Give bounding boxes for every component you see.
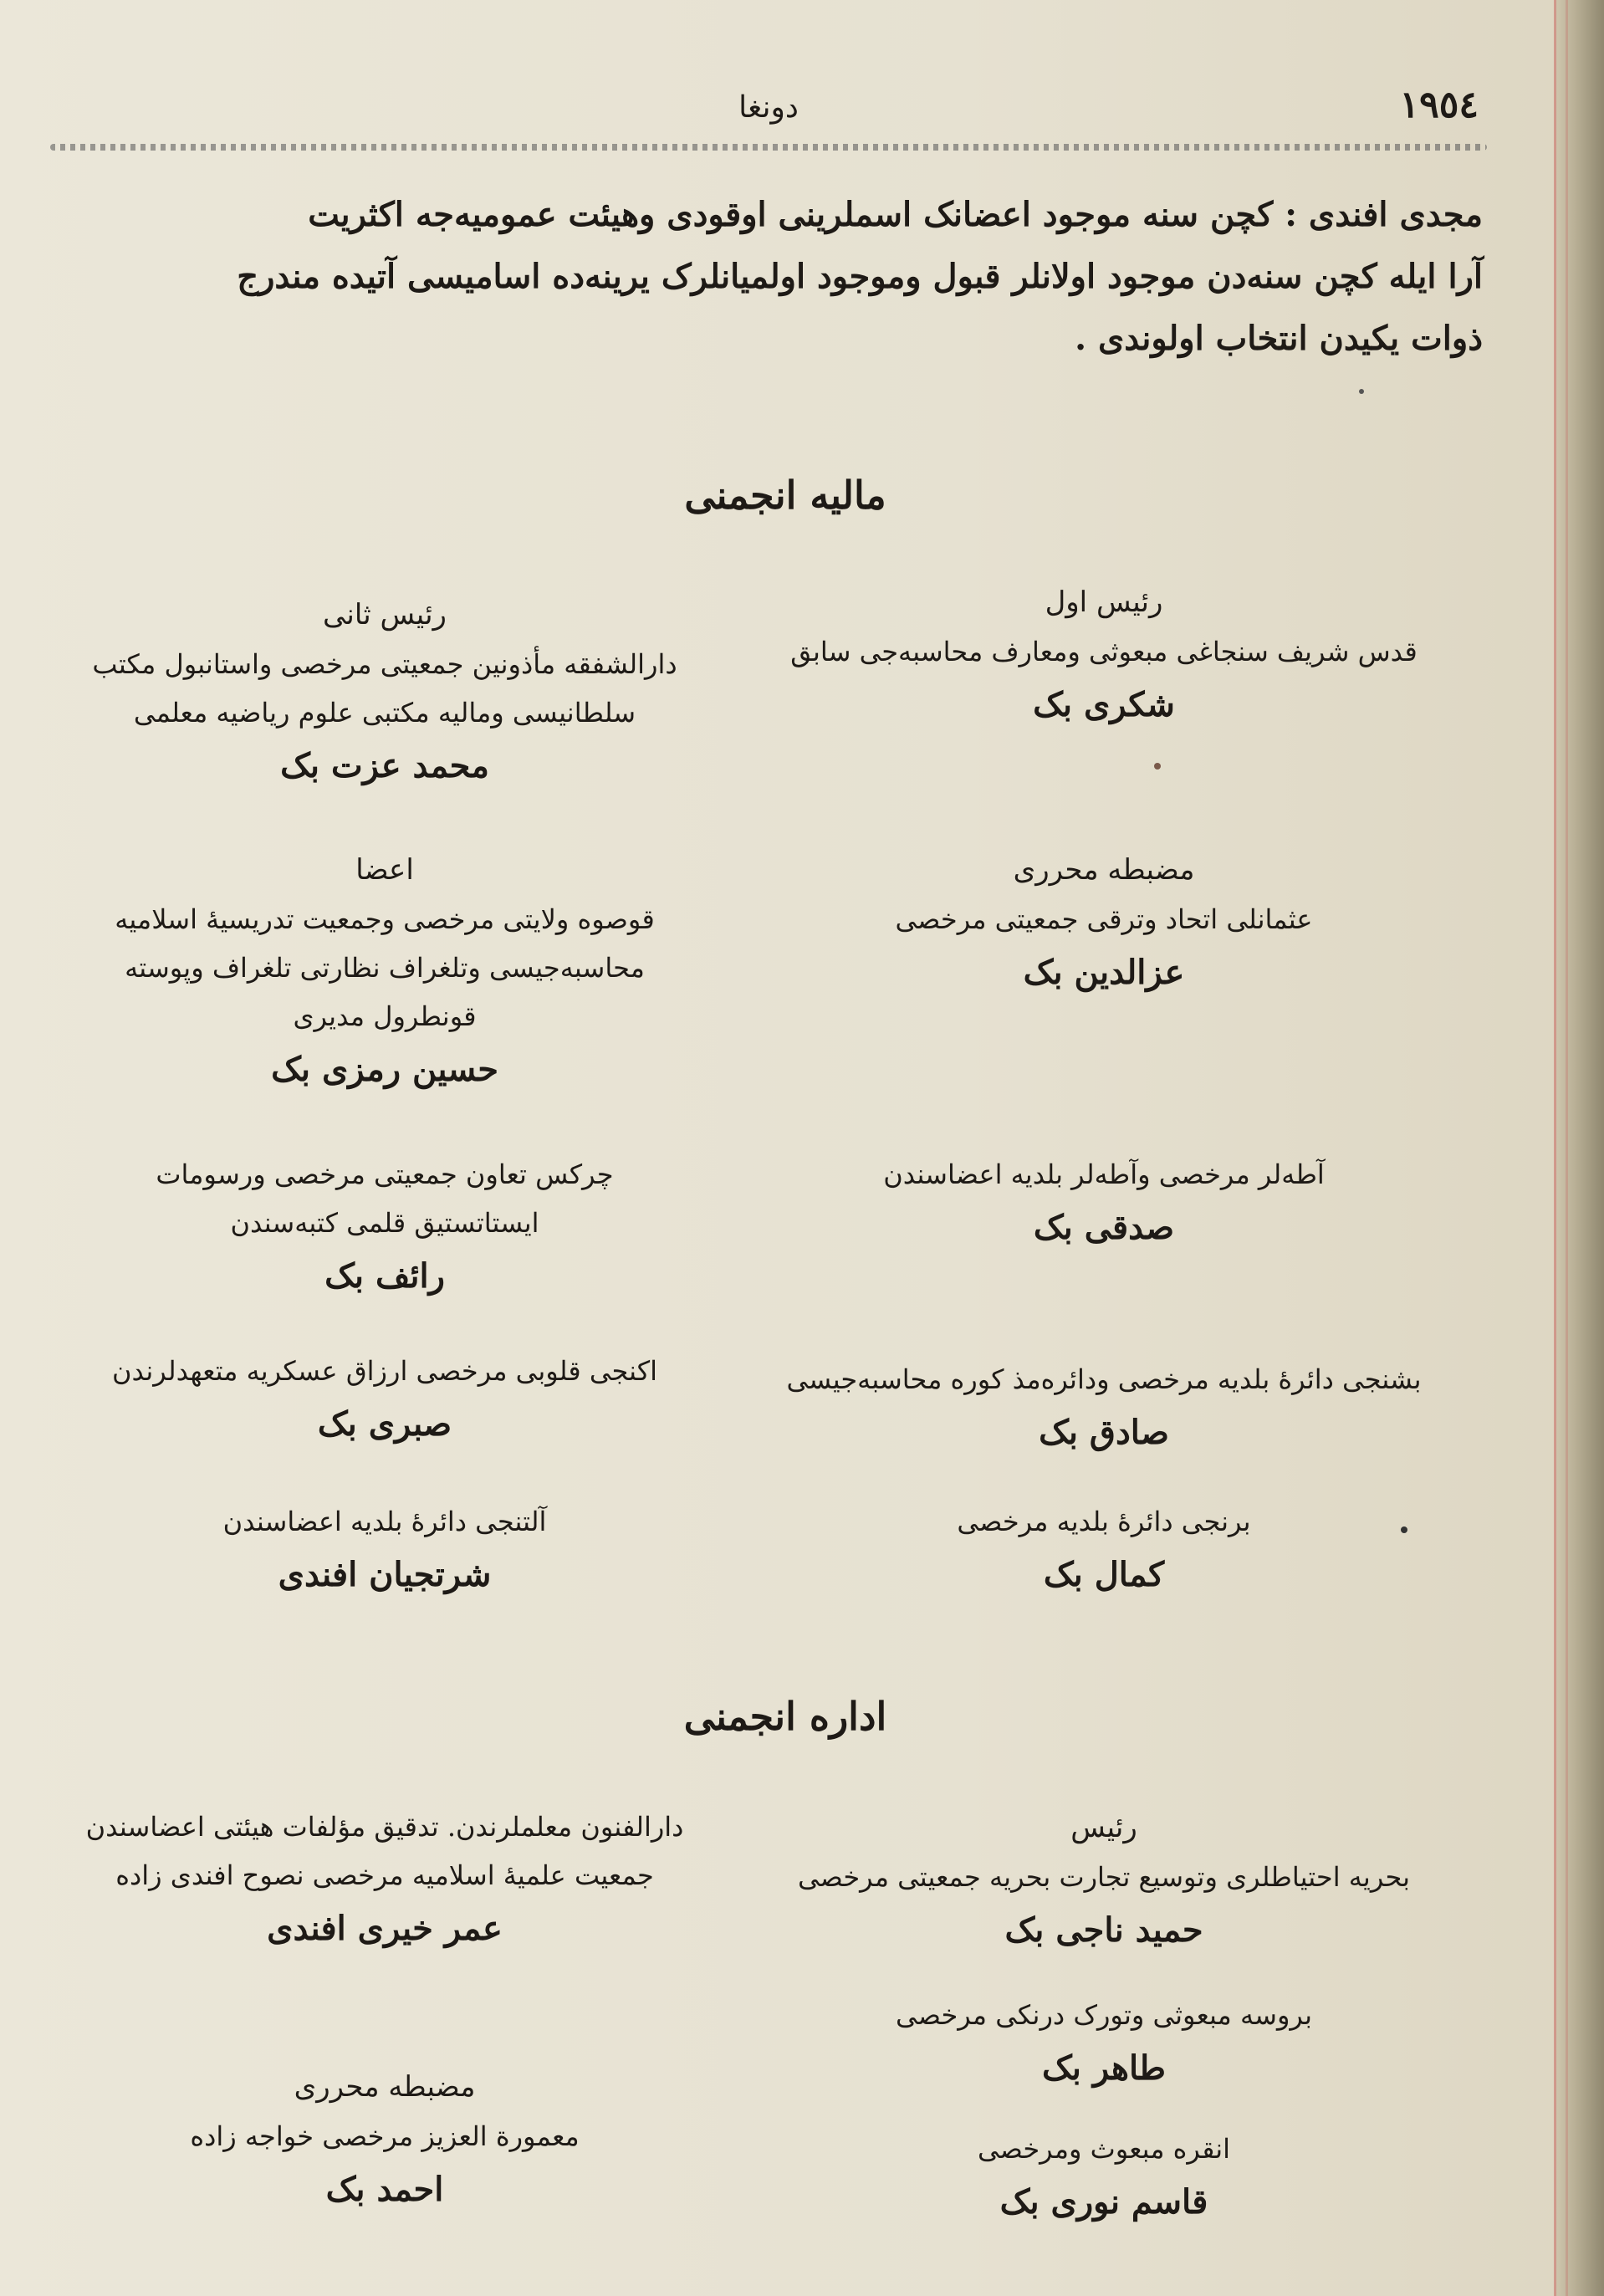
entry-name: عمر خیری افندی (267, 1909, 503, 1948)
entry-president (753, 577, 1455, 734)
entry-description: ایستاتستیق قلمی کتبه‌سندن (230, 1207, 539, 1239)
entry-heading: رئیس اول (1045, 586, 1163, 619)
binding-rule-line (1554, 0, 1556, 2296)
entry-member (753, 2125, 1455, 2232)
entry-name: شکری بک (1033, 685, 1175, 724)
entry-description: دارالفنون معلملرندن. تدقیق مؤلفات هیئتی اعضاسندن (85, 1811, 684, 1843)
entry-name: احمد بک (325, 2170, 444, 2209)
entry-member (753, 1497, 1455, 1604)
entry-member (50, 1150, 719, 1306)
entry-member (753, 1991, 1455, 2098)
entry-name: محمد عزت بک (280, 746, 489, 785)
entry-secretary (753, 845, 1455, 1002)
entry-member (50, 1803, 719, 1958)
entry-vice-president (50, 590, 719, 795)
entry-name: طاهر بک (1041, 2048, 1167, 2088)
entry-description: قونطرول مدیری (293, 1000, 477, 1032)
entry-description: عثمانلی اتحاد وترقی جمعیتی مرخصی (895, 903, 1313, 935)
header-rule (50, 144, 1487, 151)
page-header (50, 84, 1487, 142)
entry-description: برنجی دائرهٔ بلدیه مرخصی (957, 1506, 1251, 1537)
entry-description: اکنجی قلوبی مرخصی ارزاق عسکریه متعهدلرندن (112, 1355, 657, 1387)
entry-description: قوصوه ولایتی مرخصی وجمعیت تدریسیهٔ اسلامیه (115, 903, 655, 935)
entry-description: چرکس تعاون جمعیتی مرخصی ورسومات (156, 1158, 614, 1190)
ink-speck (1359, 389, 1364, 394)
entry-heading: مضبطه محرری (1013, 853, 1195, 887)
entry-name: صادق بک (1039, 1413, 1169, 1452)
entry-name: صبری بک (317, 1404, 452, 1444)
entry-description: آطه‌لر مرخصی وآطه‌لر بلدیه اعضاسندن (883, 1158, 1325, 1190)
entry-description: آلتنجی دائرهٔ بلدیه اعضاسندن (222, 1506, 547, 1537)
entry-name: حمید ناجی بک (1004, 1910, 1203, 1950)
entry-member (50, 1347, 719, 1454)
running-head: دونغا (738, 90, 799, 125)
entry-heading: رئیس (1070, 1811, 1137, 1844)
entry-description: قدس شریف سنجاغی مبعوثی ومعارف محاسبه‌جی سابق (790, 636, 1418, 667)
entry-name: قاسم نوری بک (999, 2182, 1208, 2222)
entry-heading: اعضا (355, 853, 414, 887)
entry-description: انقره مبعوث ومرخصی (977, 2133, 1231, 2165)
entry-description: سلطانیسی ومالیه مکتبی علوم ریاضیه معلمی (133, 697, 636, 729)
intro-paragraph (59, 184, 1483, 370)
entry-description: بحریه احتیاطلری وتوسیع تجارت بحریه جمعیتی مرخصی (797, 1861, 1411, 1893)
entry-secretary (50, 2062, 719, 2219)
intro-line: مجدی افندی : کچن سنه موجود اعضانک اسملرینی اوقودی وهیئت عمومیه‌جه اکثریت (308, 195, 1483, 234)
entry-name: صدقی بک (1033, 1208, 1175, 1247)
entry-name: شرتجیان افندی (278, 1555, 492, 1594)
intro-line: ذوات یکیدن انتخاب اولوندی . (1075, 319, 1483, 358)
entry-name: عزالدین بک (1023, 953, 1185, 992)
entry-member (50, 1497, 719, 1604)
entry-member (753, 1355, 1455, 1462)
ink-speck (1401, 1526, 1407, 1533)
section-title: اداره انجمنی (683, 1694, 887, 1739)
entry-description: بشنجی دائرهٔ بلدیه مرخصی ودائره‌مذ کوره محاسبه‌جیسی (786, 1363, 1422, 1395)
binding-rule-line (1566, 0, 1568, 2296)
entry-description: محاسبه‌جیسی وتلغراف نظارتی تلغراف وپوسته (125, 952, 645, 984)
book-binding (1555, 0, 1604, 2296)
entry-description: جمعیت علمیهٔ اسلامیه مرخصی نصوح افندی زاده (115, 1859, 654, 1891)
section-title: مالیه انجمنی (684, 473, 886, 518)
entry-description: دارالشفقه مأذونین جمعیتی مرخصی واستانبول مکتب (92, 648, 677, 680)
entry-members (50, 845, 719, 1099)
entry-description: معمورة العزیز مرخصی خواجه زاده (190, 2120, 580, 2152)
entry-name: حسین رمزی بک (271, 1050, 498, 1089)
entry-heading: رئیس ثانی (323, 598, 447, 632)
entry-name: کمال بک (1043, 1555, 1165, 1594)
entry-name: رائف بک (324, 1256, 445, 1296)
entry-member (753, 1150, 1455, 1257)
ink-speck (1154, 763, 1161, 770)
entry-description: بروسه مبعوثی وتورک درنکی مرخصی (896, 1999, 1312, 2031)
page-number: ١٩٥٤ (1399, 84, 1479, 126)
entry-heading: مضبطه محرری (294, 2070, 476, 2104)
entry-president (753, 1803, 1455, 1960)
intro-line: آرا ایله کچن سنه‌دن موجود اولانلر قبول وموجود اولمیانلرک یرینه‌ده اسامیسی آتیده مندرج (237, 257, 1483, 296)
